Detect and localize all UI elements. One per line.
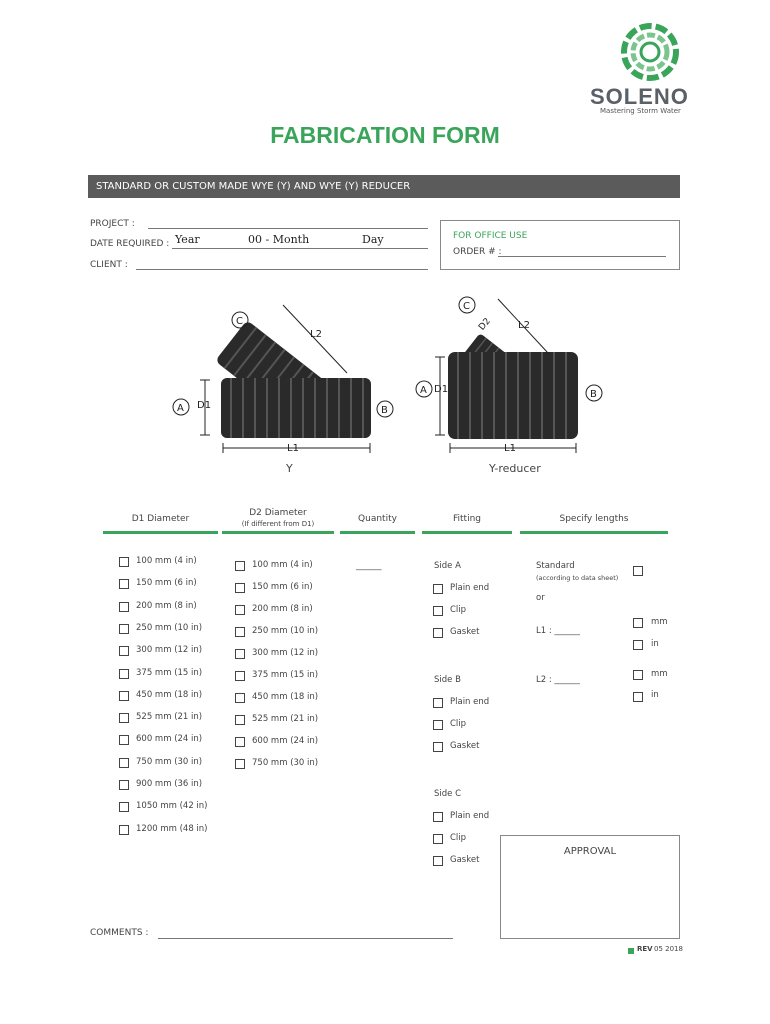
d2-option-checkbox[interactable] bbox=[235, 561, 245, 571]
l2-field[interactable]: L2 : ______ bbox=[536, 675, 580, 685]
d2-option-label: 375 mm (15 in) bbox=[252, 670, 319, 680]
fitting-option-checkbox[interactable] bbox=[433, 742, 443, 752]
col-quantity-rule bbox=[340, 531, 415, 534]
fitting-option-checkbox[interactable] bbox=[433, 834, 443, 844]
standard-note: (according to data sheet) bbox=[536, 574, 619, 582]
d1-option-label: 900 mm (36 in) bbox=[136, 779, 203, 789]
d2-option-label: 750 mm (30 in) bbox=[252, 758, 319, 768]
fitting-option-checkbox[interactable] bbox=[433, 628, 443, 638]
d1-option-label: 375 mm (15 in) bbox=[136, 667, 203, 678]
d2-option-checkbox[interactable] bbox=[235, 605, 245, 615]
reducer-dim-l2: L2 bbox=[518, 320, 530, 331]
d1-option-checkbox[interactable] bbox=[119, 624, 129, 634]
rev-label: REV bbox=[637, 945, 653, 953]
project-field[interactable] bbox=[148, 228, 428, 229]
d1-option-label: 600 mm (24 in) bbox=[136, 734, 203, 745]
client-label: CLIENT : bbox=[90, 260, 128, 270]
date-year-value: Year bbox=[175, 233, 200, 246]
or-label: or bbox=[536, 593, 545, 603]
soleno-logo-icon bbox=[620, 22, 680, 82]
d1-option-label: 450 mm (18 in) bbox=[136, 689, 203, 700]
y-fitting-diagram bbox=[165, 295, 415, 480]
section-banner: STANDARD OR CUSTOM MADE WYE (Y) AND WYE (Y) REDUCER bbox=[88, 175, 680, 198]
col-quantity-header: Quantity bbox=[358, 514, 397, 524]
reducer-caption: Y-reducer bbox=[489, 462, 541, 475]
client-field[interactable] bbox=[136, 269, 428, 270]
d1-option-label: 1050 mm (42 in) bbox=[136, 801, 208, 812]
col-d2-rule bbox=[222, 531, 334, 534]
y-dim-l2: L2 bbox=[310, 329, 322, 340]
d1-option-label: 200 mm (8 in) bbox=[136, 600, 197, 611]
d2-option-checkbox[interactable] bbox=[235, 671, 245, 681]
d1-option-checkbox[interactable] bbox=[119, 602, 129, 612]
reducer-marker-b: B bbox=[590, 389, 597, 400]
fitting-side-label: Side A bbox=[434, 561, 461, 571]
approval-label: APPROVAL bbox=[563, 846, 617, 857]
l2-mm-checkbox[interactable] bbox=[633, 670, 643, 680]
y-marker-b: B bbox=[381, 405, 388, 416]
d2-option-checkbox[interactable] bbox=[235, 583, 245, 593]
col-fitting-rule bbox=[422, 531, 512, 534]
d2-option-label: 200 mm (8 in) bbox=[252, 604, 313, 614]
date-field[interactable] bbox=[172, 248, 428, 249]
standard-checkbox[interactable] bbox=[633, 566, 643, 576]
d1-option-checkbox[interactable] bbox=[119, 646, 129, 656]
d1-option-label: 300 mm (12 in) bbox=[136, 645, 203, 656]
d2-option-label: 600 mm (24 in) bbox=[252, 736, 319, 746]
d2-option-checkbox[interactable] bbox=[235, 693, 245, 703]
col-d2-subheader: (If different from D1) bbox=[241, 520, 315, 528]
d1-option-checkbox[interactable] bbox=[119, 758, 129, 768]
fitting-option-label: Gasket bbox=[450, 627, 480, 637]
reducer-dim-d2: D2 bbox=[477, 316, 493, 333]
d1-option-checkbox[interactable] bbox=[119, 557, 129, 567]
col-lengths-header: Specify lengths bbox=[559, 514, 629, 524]
fitting-option-checkbox[interactable] bbox=[433, 606, 443, 616]
y-marker-c: C bbox=[236, 316, 243, 327]
fitting-option-checkbox[interactable] bbox=[433, 698, 443, 708]
d1-option-checkbox[interactable] bbox=[119, 669, 129, 679]
comments-label: COMMENTS : bbox=[90, 928, 149, 938]
d2-option-checkbox[interactable] bbox=[235, 737, 245, 747]
fitting-option-checkbox[interactable] bbox=[433, 856, 443, 866]
l1-in-label: in bbox=[651, 639, 659, 649]
d1-option-label: 150 mm (6 in) bbox=[136, 578, 197, 589]
fitting-option-label: Plain end bbox=[450, 583, 490, 593]
col-fitting-header: Fitting bbox=[453, 514, 481, 524]
d2-option-label: 300 mm (12 in) bbox=[252, 648, 319, 658]
y-caption: Y bbox=[286, 462, 293, 475]
fitting-side-label: Side C bbox=[434, 789, 462, 799]
d2-option-label: 150 mm (6 in) bbox=[252, 582, 313, 592]
d1-option-label: 525 mm (21 in) bbox=[136, 712, 203, 723]
l2-in-checkbox[interactable] bbox=[633, 692, 643, 702]
fitting-option-label: Clip bbox=[450, 833, 467, 843]
y-dim-d1: D1 bbox=[197, 400, 212, 411]
office-use-box bbox=[440, 220, 680, 270]
col-lengths-rule bbox=[520, 531, 668, 534]
l1-in-checkbox[interactable] bbox=[633, 640, 643, 650]
d1-option-checkbox[interactable] bbox=[119, 825, 129, 835]
fitting-option-label: Plain end bbox=[450, 697, 490, 707]
d1-option-label: 1200 mm (48 in) bbox=[136, 823, 208, 834]
col-d1-rule bbox=[103, 531, 218, 534]
d1-option-checkbox[interactable] bbox=[119, 802, 129, 812]
standard-label: Standard bbox=[536, 561, 575, 571]
order-label: ORDER # : bbox=[453, 247, 502, 257]
reducer-dim-d1: D1 bbox=[434, 384, 449, 395]
d1-option-checkbox[interactable] bbox=[119, 579, 129, 589]
fitting-option-label: Clip bbox=[450, 719, 467, 729]
d2-option-checkbox[interactable] bbox=[235, 649, 245, 659]
fitting-option-checkbox[interactable] bbox=[433, 584, 443, 594]
col-d2-header: D2 Diameter bbox=[249, 508, 307, 518]
d1-option-checkbox[interactable] bbox=[119, 780, 129, 790]
d1-option-label: 100 mm (4 in) bbox=[136, 556, 197, 566]
d2-option-label: 450 mm (18 in) bbox=[252, 692, 319, 702]
d1-option-checkbox[interactable] bbox=[119, 735, 129, 745]
l1-mm-label: mm bbox=[651, 617, 668, 627]
reducer-dim-l1: L1 bbox=[504, 443, 516, 454]
fitting-option-checkbox[interactable] bbox=[433, 812, 443, 822]
d1-option-checkbox[interactable] bbox=[119, 691, 129, 701]
fitting-side-label: Side B bbox=[434, 675, 461, 685]
col-d1-header: D1 Diameter bbox=[131, 514, 190, 524]
date-month-value: 00 - Month bbox=[248, 233, 310, 246]
d2-option-checkbox[interactable] bbox=[235, 759, 245, 769]
brand-name: SOLENO bbox=[590, 84, 689, 109]
date-day-value: Day bbox=[362, 233, 384, 246]
d2-option-label: 525 mm (21 in) bbox=[252, 714, 319, 724]
l2-in-label: in bbox=[651, 690, 659, 700]
y-dim-l1: L1 bbox=[287, 443, 299, 454]
d2-option-checkbox[interactable] bbox=[235, 627, 245, 637]
d1-option-label: 750 mm (30 in) bbox=[136, 756, 203, 767]
brand-tagline: Mastering Storm Water bbox=[600, 107, 681, 115]
y-reducer-diagram bbox=[410, 295, 640, 480]
l1-field[interactable]: L1 : ______ bbox=[536, 626, 580, 636]
fitting-option-checkbox[interactable] bbox=[433, 720, 443, 730]
order-field[interactable] bbox=[498, 256, 666, 257]
project-label: PROJECT : bbox=[90, 219, 135, 229]
d2-option-checkbox[interactable] bbox=[235, 715, 245, 725]
comments-field[interactable] bbox=[158, 938, 453, 939]
l2-mm-label: mm bbox=[651, 669, 668, 679]
l1-mm-checkbox[interactable] bbox=[633, 618, 643, 628]
reducer-marker-a: A bbox=[420, 385, 427, 396]
d1-option-label: 250 mm (10 in) bbox=[136, 622, 203, 633]
office-use-title: FOR OFFICE USE bbox=[453, 231, 528, 241]
fitting-option-label: Gasket bbox=[450, 741, 480, 751]
date-label: DATE REQUIRED : bbox=[90, 239, 170, 249]
d2-option-label: 100 mm (4 in) bbox=[252, 560, 313, 570]
rev-square-icon bbox=[628, 948, 634, 954]
fitting-option-label: Plain end bbox=[450, 811, 490, 821]
y-marker-a: A bbox=[177, 403, 184, 414]
quantity-field[interactable]: ______ bbox=[356, 561, 382, 571]
d2-option-label: 250 mm (10 in) bbox=[252, 626, 319, 636]
fitting-option-label: Clip bbox=[450, 605, 467, 615]
d1-option-checkbox[interactable] bbox=[119, 713, 129, 723]
page-title: FABRICATION FORM bbox=[270, 122, 500, 148]
rev-date: 05 2018 bbox=[654, 945, 683, 953]
reducer-marker-c: C bbox=[463, 301, 470, 312]
fitting-option-label: Gasket bbox=[450, 855, 480, 865]
